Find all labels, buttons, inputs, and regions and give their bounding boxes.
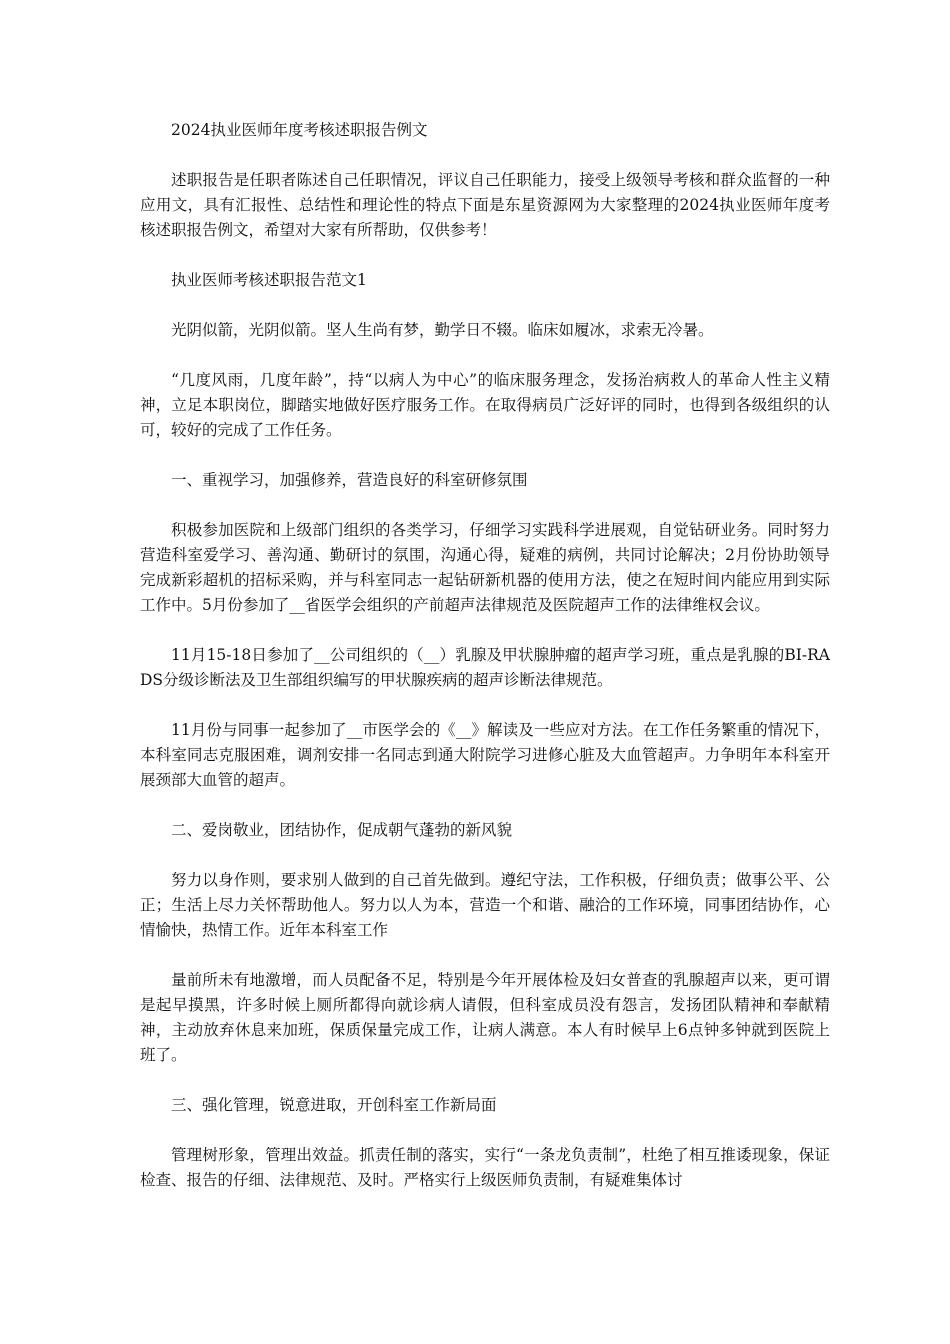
body-paragraph: 11月15-18日参加了__公司组织的（__）乳腺及甲状腺肿瘤的超声学习班，重点是乳腺的BI-RADS分级诊断法及卫生部组织编写的甲状腺疾病的超声诊断法律规范。 bbox=[140, 646, 830, 689]
section-heading: 三、强化管理，锐意进取，开创科室工作新局面 bbox=[171, 1096, 497, 1114]
body-paragraph: 11月份与同事一起参加了__市医学会的《__》解读及一些应对方法。在工作任务繁重的情况下，本科室同志克服困难，调剂安排一名同志到通大附院学习进修心脏及大血管超声。力争明年本科室开展颈部大血管的超声。 bbox=[140, 721, 830, 789]
section-heading: 二、爱岗敬业，团结协作，促成朝气蓬勃的新风貌 bbox=[171, 821, 513, 839]
section-heading: 一、重视学习，加强修养，营造良好的科室研修氛围 bbox=[171, 471, 528, 489]
body-paragraph: 努力以身作则，要求别人做到的自己首先做到。遵纪守法，工作积极，仔细负责；做事公平、公正；生活上尽力关怀帮助他人。努力以人为本，营造一个和谐、融洽的工作环境，同事团结协作，心情愉快，热情工作。近年本科室工作 bbox=[140, 871, 830, 939]
body-paragraph: 管理树形象，管理出效益。抓责任制的落实，实行“一条龙负责制”，杜绝了相互推诿现象，保证检查、报告的仔细、法律规范、及时。严格实行上级医师负责制，有疑难集体讨 bbox=[140, 1146, 830, 1189]
body-paragraph: 量前所未有地激增，而人员配备不足，特别是今年开展体检及妇女普查的乳腺超声以来，更可谓是起早摸黑，许多时候上厕所都得向就诊病人请假，但科室成员没有怨言，发扬团队精神和奉献精神，主动放弃休息来加班，保质保量完成工作，让病人满意。本人有时候早上6点钟多钟就到医院上班了。 bbox=[140, 971, 830, 1064]
intro-paragraph: 述职报告是任职者陈述自己任职情况，评议自己任职能力，接受上级领导考核和群众监督的一种应用文，具有汇报性、总结性和理论性的特点下面是东星资源网为大家整理的2024执业医师年度考核述职报告例文，希望对大家有所帮助，仅供参考！ bbox=[140, 171, 830, 239]
section-subtitle: 执业医师考核述职报告范文1 bbox=[171, 271, 367, 289]
body-paragraph: 积极参加医院和上级部门组织的各类学习，仔细学习实践科学进展观，自觉钻研业务。同时努力营造科室爱学习、善沟通、勤研讨的氛围，沟通心得，疑难的病例，共同讨论解决；2月份协助领导完成新彩超机的招标采购，并与科室同志一起钻研新机器的使用方法，使之在短时间内能应用到实际工作中。5月份参加了__省医学会组织的产前超声法律规范及医院超声工作的法律维权会议。 bbox=[140, 521, 830, 614]
document-title: 2024执业医师年度考核述职报告例文 bbox=[171, 121, 428, 139]
body-paragraph: 光阴似箭，光阴似箭。坚人生尚有梦，勤学日不辍。临床如履冰，求索无冷暑。 bbox=[171, 321, 714, 339]
body-paragraph: “几度风雨，几度年龄”，持“以病人为中心”的临床服务理念，发扬治病救人的革命人性主义精神，立足本职岗位，脚踏实地做好医疗服务工作。在取得病员广泛好评的同时，也得到各级组织的认可，较好的完成了工作任务。 bbox=[140, 371, 830, 439]
document-page bbox=[140, 118, 830, 1218]
